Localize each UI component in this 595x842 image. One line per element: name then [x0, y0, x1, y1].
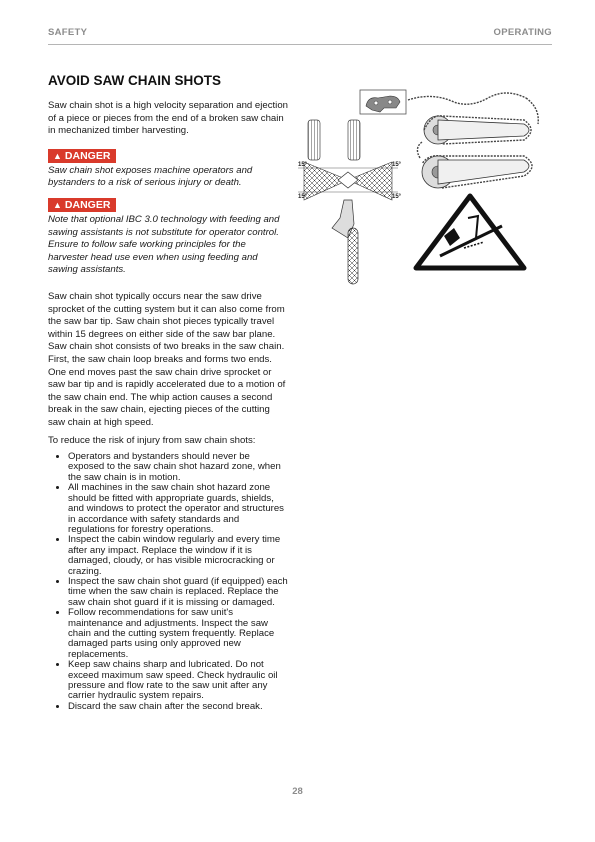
danger-badge-1: [48, 149, 116, 163]
angle-label: 15°: [392, 162, 402, 168]
saw-bar-upper-icon: [424, 116, 531, 144]
header-divider: [48, 44, 552, 45]
angle-label: 15°: [298, 194, 308, 200]
list-item: • Operators and bystanders should never be exposed to the saw chain shot hazard zone, when the saw chain is in motion.: [68, 452, 288, 483]
saw-bar-lower-icon: [417, 142, 532, 188]
danger-badge-2: [48, 198, 116, 212]
list-item: • All machines in the saw chain shot hazard zone should be fitted with appropriate guards, shields, and windows to protect the operator and structures in accordance with safety standards and regulations for forestry operations.: [68, 483, 288, 535]
danger-text-1: Saw chain shot exposes machine operators and bystanders to a risk of serious injury or death.: [48, 164, 253, 189]
angle-label: 15°: [298, 162, 308, 168]
list-item: • Keep saw chains sharp and lubricated. Do not exceed maximum saw speed. Check hydraulic oil pressure and flow rate to the saw unit after any carrier hydraulic system repairs.: [68, 660, 288, 702]
broken-chain-link-icon: [360, 90, 406, 114]
body-paragraph: Saw chain shot typically occurs near the saw drive sprocket of the cutting system but it can also come from the saw bar tip. Saw chain shot pieces typically travel within 15 degrees on either side of the saw bar plane. Saw chain shot consists of two breaks in the saw chain. First, the saw chain loop breaks and forms two ends. One end moves past the saw chain drive sprocket or saw bar tip and is rapidly accelerated due to a motion of the saw chain end. The whip action causes a second break in the saw chain, ejecting pieces of the cutting saw chain at high speed.: [48, 290, 286, 428]
main-text-column: [48, 100, 288, 712]
list-item: • Inspect the cabin window regularly and every time after any impact. Replace the window if it is damaged, cloudy, or has visible microcracking or crazing.: [68, 535, 288, 577]
danger-text-2: Note that optional IBC 3.0 technology with feeding and sawing assistants is not substitute for operator control. Ensure to follow safe working principles for the harvester head use even when using feeding and sawing assistants.: [48, 213, 280, 276]
header-section-label: SAFETY: [48, 27, 88, 38]
list-item: • Discard the saw chain after the second break.: [68, 702, 288, 712]
danger-label: DANGER: [64, 198, 111, 211]
page-header: [48, 27, 552, 43]
list-item: • Follow recommendations for saw unit's maintenance and adjustments. Inspect the saw chain and the cutting system frequently. Replace damaged parts using only approved new replacements.: [68, 608, 288, 660]
page-title: AVOID SAW CHAIN SHOTS: [48, 73, 222, 88]
warning-triangle-icon: ▲: [53, 150, 62, 161]
safety-bullet-list: [48, 452, 288, 712]
saw-chain-shot-illustration: [292, 88, 544, 293]
angle-label: 15°: [392, 194, 402, 200]
hazard-zone-diagram: [298, 120, 398, 284]
intro-paragraph: Saw chain shot is a high velocity separation and ejection of a piece or pieces from the end of a broken saw chain in mechanized timber harvesting.: [48, 100, 288, 137]
chain-shot-warning-triangle-icon: [416, 196, 524, 268]
loose-chain-icon: [408, 93, 538, 124]
list-item: • Inspect the saw chain shot guard (if equipped) each time when the saw chain is replaced. Replace the saw chain shot guard if it is missing or damaged.: [68, 577, 288, 608]
danger-label: DANGER: [64, 149, 111, 162]
header-chapter-label: OPERATING: [493, 27, 552, 38]
page-number: 28: [292, 786, 303, 797]
warning-triangle-icon: ▲: [53, 199, 62, 210]
list-intro: To reduce the risk of injury from saw chain shots:: [48, 435, 256, 447]
